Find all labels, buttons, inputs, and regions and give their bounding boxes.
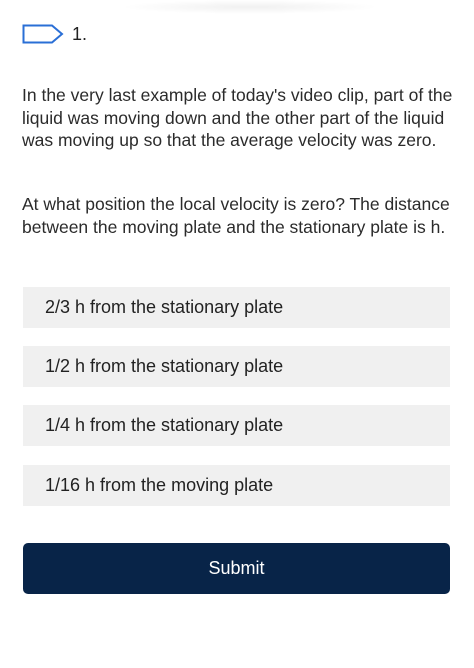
answer-option-label: 1/4 h from the stationary plate	[45, 415, 284, 435]
answer-option-label: 1/2 h from the stationary plate	[45, 356, 284, 376]
question-header	[22, 24, 87, 44]
question-text-paragraph-2: At what position the local velocity is zero? The distance between the moving plate and the stationary plate is h.	[22, 194, 450, 237]
question-text-paragraph-1: In the very last example of today's video clip, part of the liquid was moving down and the other part of the liquid was moving up so that the average velocity was zero.	[22, 85, 453, 150]
submit-button-label: Submit	[208, 558, 265, 578]
answer-option-2[interactable]	[23, 346, 450, 387]
flag-icon[interactable]	[22, 24, 64, 44]
top-shadow	[120, 0, 380, 14]
answer-option-label: 2/3 h from the stationary plate	[45, 297, 284, 317]
answer-option-1[interactable]	[23, 287, 450, 328]
answer-option-label: 1/16 h from the moving plate	[45, 475, 274, 495]
answer-option-3[interactable]	[23, 405, 450, 446]
question-number: 1.	[72, 24, 88, 44]
answer-option-4[interactable]	[23, 465, 450, 506]
submit-button[interactable]	[23, 543, 450, 594]
